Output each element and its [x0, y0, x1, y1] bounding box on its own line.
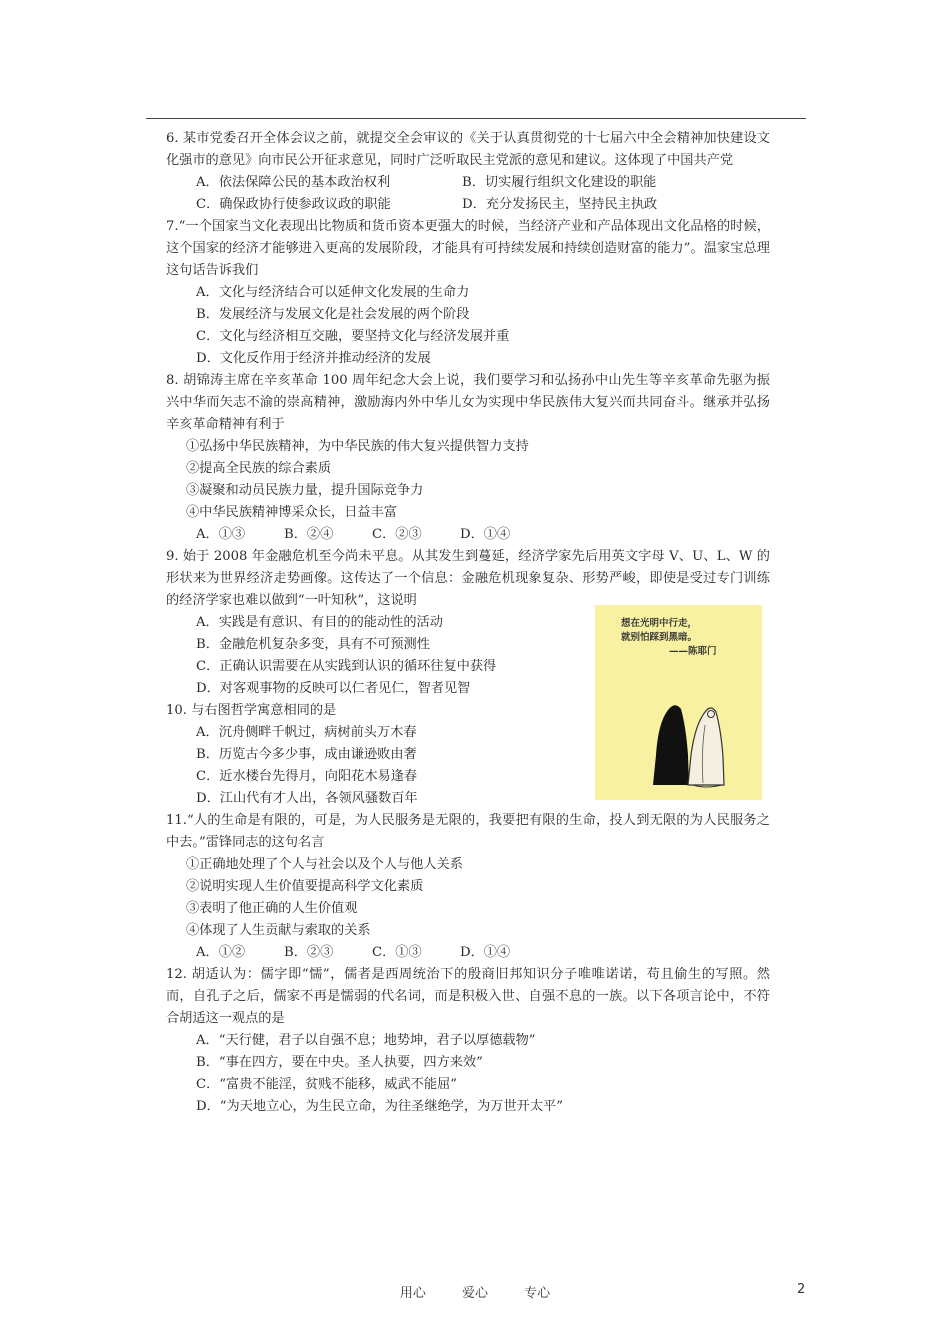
- figure-illustration: [595, 605, 762, 800]
- q8-option-c: C．②③: [372, 527, 422, 542]
- question-12: [166, 964, 770, 1118]
- q8-options: [166, 524, 770, 546]
- q6-options-row1: [166, 172, 770, 194]
- q7-option-b: B．发展经济与发展文化是社会发展的两个阶段: [196, 307, 470, 322]
- q9-option-a: A．实践是有意识、有目的的能动性的活动: [196, 615, 443, 630]
- q11-item-2: ②说明实现人生价值要提高科学文化素质: [186, 879, 424, 894]
- q8-option-a: A．①③: [196, 527, 246, 542]
- q10-option-a: A．沉舟侧畔千帆过，病树前头万木春: [196, 725, 417, 740]
- q12-option-b: B．“事在四方，要在中央。圣人执要，四方来效”: [196, 1055, 483, 1070]
- q8-option-d: D．①④: [460, 527, 511, 542]
- question-11: [166, 810, 770, 964]
- philosophy-figure: [595, 605, 762, 800]
- q8-stem: 8. 胡锦涛主席在辛亥革命 100 周年纪念大会上说，我们要学习和弘扬孙中山先生等辛亥革命先驱为振兴中华而矢志不渝的崇高精神，激励海内外中华儿女为实现中华民族伟大复兴而共同奋斗。继承并弘扬辛亥革命精神有利于: [166, 373, 770, 432]
- q8-item-2: ②提高全民族的综合素质: [186, 461, 332, 476]
- figure-quote-line-2: 就别怕踩到黑暗。: [621, 632, 698, 643]
- q6-option-a: A．依法保障公民的基本政治权利: [196, 175, 391, 190]
- footer-word-2: 爱心: [461, 1286, 488, 1301]
- q10-option-c: C．近水楼台先得月，向阳花木易逢春: [196, 769, 418, 784]
- q6-options-row2: [166, 194, 770, 216]
- shadow-figure: [653, 705, 689, 785]
- q11-item-4: ④体现了人生贡献与索取的关系: [186, 923, 371, 938]
- q11-option-d: D．①④: [460, 945, 511, 960]
- robed-figure: [688, 708, 724, 785]
- q7-option-a: A．文化与经济结合可以延伸文化发展的生命力: [196, 285, 470, 300]
- q9-stem: 9. 始于 2008 年金融危机至今尚未平息。从其发生到蔓延，经济学家先后用英文字母 V、U、L、W 的形状来为世界经济走势画像。这传达了一个信息：金融危机现象复杂、形势严峻，即使是受过专门训练的经济学家也难以做到“一叶知秋”，这说明: [166, 549, 770, 608]
- q8-item-1: ①弘扬中华民族精神，为中华民族的伟大复兴提供智力支持: [186, 439, 529, 454]
- q8-item-3: ③凝聚和动员民族力量，提升国际竞争力: [186, 483, 424, 498]
- page-footer: [0, 1282, 950, 1301]
- q12-option-d: D．“为天地立心，为生民立命，为往圣继绝学，为万世开太平”: [196, 1099, 563, 1114]
- q6-option-b: B．切实履行组织文化建设的职能: [462, 175, 657, 190]
- q7-option-c: C．文化与经济相互交融，要坚持文化与经济发展并重: [196, 329, 510, 344]
- q10-stem: 10. 与右图哲学寓意相同的是: [166, 703, 337, 718]
- q6-option-d: D．充分发扬民主，坚持民主执政: [462, 197, 658, 212]
- q7-option-d: D．文化反作用于经济并推动经济的发展: [196, 351, 431, 366]
- q8-item-4: ④中华民族精神博采众长，日益丰富: [186, 505, 397, 520]
- q10-option-d: D．江山代有才人出，各领风骚数百年: [196, 791, 418, 806]
- page-number: 2: [797, 1282, 806, 1297]
- footer-word-1: 用心: [399, 1286, 426, 1301]
- q6-option-c: C．确保政协行使参政议政的职能: [196, 197, 391, 212]
- q12-stem: 12. 胡适认为：儒字即“懦”，儒者是西周统治下的殷商旧邦知识分子唯唯诺诺，苟且偷生的写照。然而，自孔子之后，儒家不再是懦弱的代名词，而是积极入世、自强不息的一族。以下各项言论中，不符合胡适这一观点的是: [166, 967, 770, 1026]
- footer-word-3: 专心: [524, 1286, 551, 1301]
- q11-options: [166, 942, 770, 964]
- q7-stem: 7.“一个国家当文化表现出比物质和货币资本更强大的时候，当经济产业和产品体现出文化品格的时候，这个国家的经济才能够进入更高的发展阶段，才能具有可持续发展和持续创造财富的能力”。温家宝总理这句话告诉我们: [166, 219, 770, 278]
- question-7: [166, 216, 770, 370]
- q9-option-c: C．正确认识需要在从实践到认识的循环往复中获得: [196, 659, 497, 674]
- q11-item-1: ①正确地处理了个人与社会以及个人与他人关系: [186, 857, 463, 872]
- question-8: [166, 370, 770, 546]
- figure-quote-line-1: 想在光明中行走，: [621, 618, 698, 629]
- question-6: [166, 128, 770, 216]
- q9-option-b: B．金融危机复杂多变，具有不可预测性: [196, 637, 430, 652]
- figure-quote-author: ——陈耶门: [669, 646, 717, 657]
- q11-stem: 11.“人的生命是有限的，可是，为人民服务是无限的，我要把有限的生命，投人到无限的为人民服务之中去。”雷锋同志的这句名言: [166, 813, 770, 850]
- q9-option-d: D．对客观事物的反映可以仁者见仁，智者见智: [196, 681, 471, 696]
- q12-option-a: A．“天行健，君子以自强不息；地势坤，君子以厚德载物”: [196, 1033, 536, 1048]
- q11-option-b: B．②③: [284, 945, 334, 960]
- q11-option-a: A．①②: [196, 945, 246, 960]
- q12-option-c: C．“富贵不能淫，贫贱不能移，威武不能屈”: [196, 1077, 457, 1092]
- robed-figure-head: [708, 711, 715, 718]
- q11-item-3: ③表明了他正确的人生价值观: [186, 901, 358, 916]
- q8-option-b: B．②④: [284, 527, 334, 542]
- q6-stem: 6. 某市党委召开全体会议之前，就提交全会审议的《关于认真贯彻党的十七届六中全会精神加快建设文化强市的意见》向市民公开征求意见，同时广泛听取民主党派的意见和建议。这体现了中国共产党: [166, 131, 770, 168]
- q11-option-c: C．①③: [372, 945, 422, 960]
- q10-option-b: B．历览古今多少事，成由谦逊败由奢: [196, 747, 417, 762]
- header-rule: [146, 118, 806, 119]
